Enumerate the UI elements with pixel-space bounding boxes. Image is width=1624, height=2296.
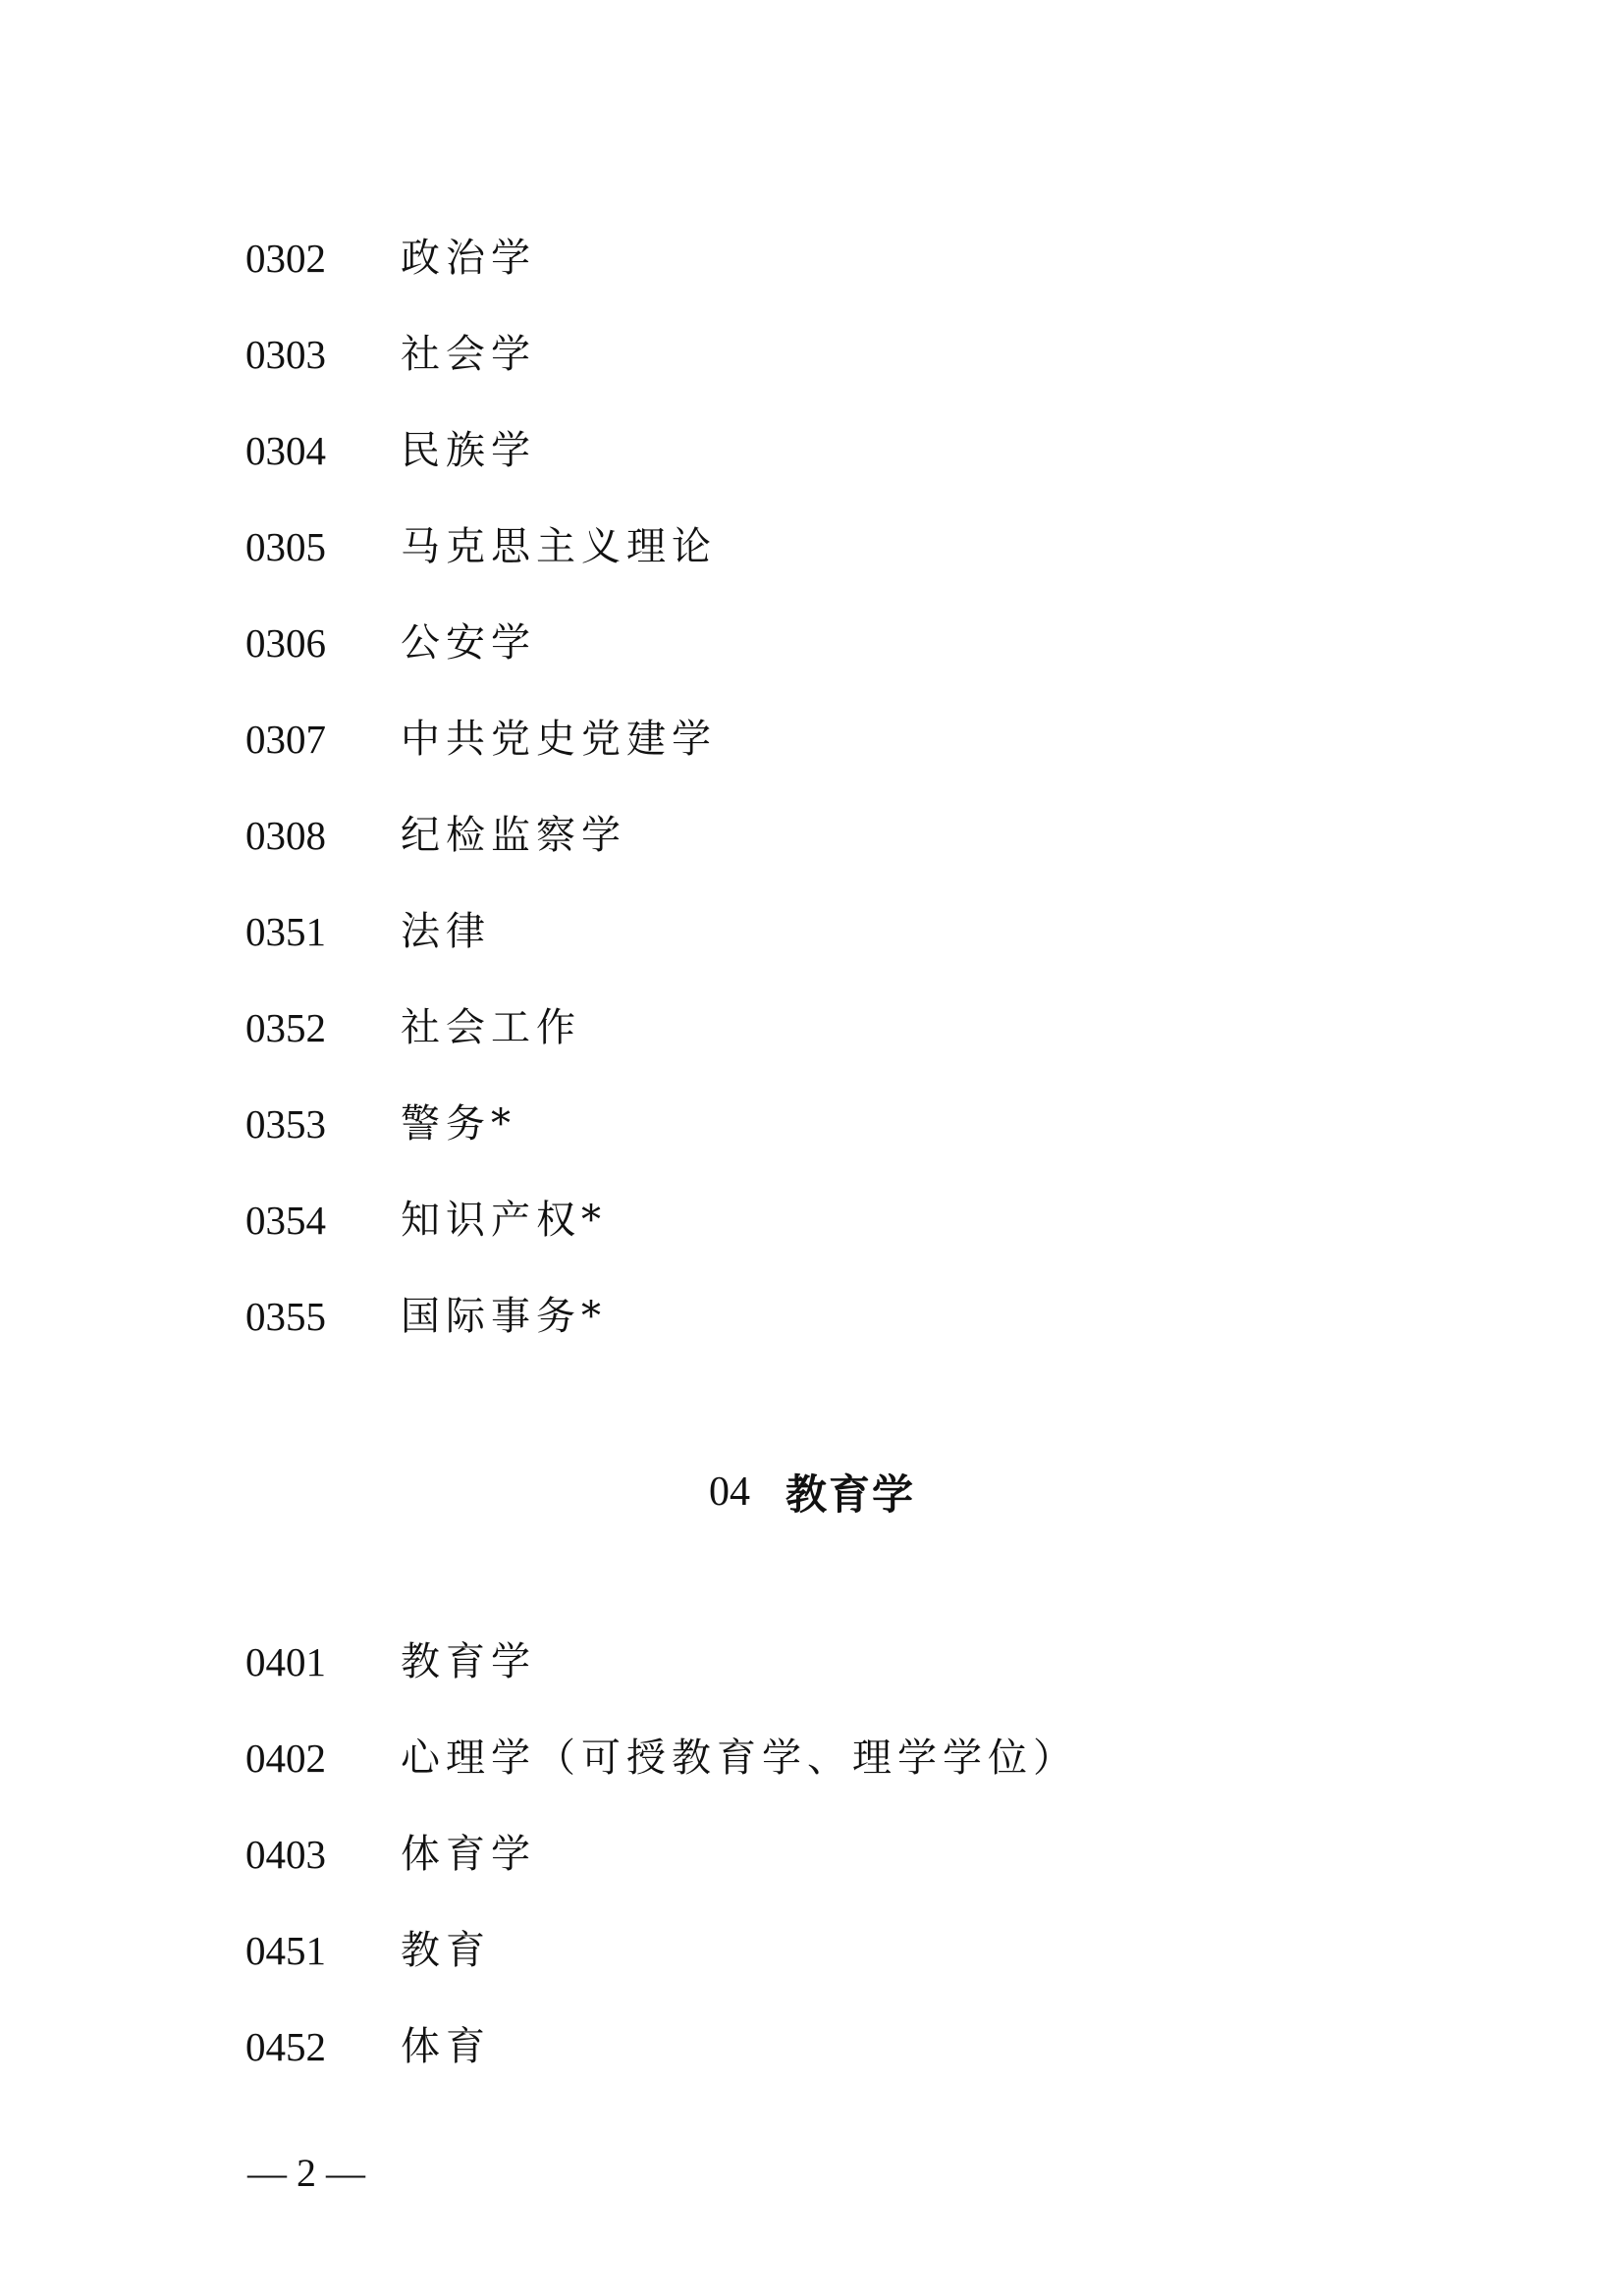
discipline-code: 0401 <box>245 1639 326 1684</box>
discipline-name: 国际事务* <box>401 1294 607 1339</box>
discipline-code: 0303 <box>245 332 326 377</box>
discipline-name: 教育学 <box>401 1639 536 1684</box>
discipline-name: 法律 <box>401 909 491 954</box>
list-item <box>245 1287 1424 1346</box>
discipline-code: 0304 <box>245 428 326 473</box>
discipline-code: 0308 <box>245 813 326 858</box>
discipline-code: 0305 <box>245 524 326 569</box>
list-item <box>245 325 1424 384</box>
discipline-code: 0306 <box>245 620 326 666</box>
discipline-name: 警务* <box>401 1101 516 1147</box>
list-item <box>245 1191 1424 1250</box>
discipline-code: 0452 <box>245 2024 326 2069</box>
list-item <box>245 998 1424 1057</box>
discipline-code: 0302 <box>245 236 326 281</box>
list-item <box>245 517 1424 576</box>
list-item <box>245 1095 1424 1153</box>
list-item <box>245 902 1424 961</box>
list-item <box>245 421 1424 480</box>
discipline-name: 社会学 <box>401 332 536 377</box>
discipline-name: 教育 <box>401 1928 491 1973</box>
section-heading <box>0 1458 1624 1526</box>
list-item <box>245 710 1424 769</box>
discipline-name: 政治学 <box>401 236 536 281</box>
list-item <box>245 229 1424 288</box>
discipline-name: 马克思主义理论 <box>401 524 717 569</box>
list-item <box>245 1825 1424 1884</box>
discipline-code: 0353 <box>245 1101 326 1147</box>
discipline-name: 知识产权* <box>401 1198 607 1243</box>
list-item <box>245 1632 1424 1691</box>
page-number <box>247 2143 365 2202</box>
discipline-code: 0352 <box>245 1005 326 1050</box>
discipline-code: 0307 <box>245 717 326 762</box>
discipline-name: 体育 <box>401 2024 491 2069</box>
list-item <box>245 614 1424 672</box>
discipline-code: 0355 <box>245 1294 326 1339</box>
list-item <box>245 1729 1424 1788</box>
discipline-name: 民族学 <box>401 428 536 473</box>
discipline-name: 公安学 <box>401 620 536 666</box>
discipline-code: 0451 <box>245 1928 326 1973</box>
page-number-text: — 2 — <box>247 2150 365 2195</box>
discipline-code: 0351 <box>245 909 326 954</box>
discipline-code: 0402 <box>245 1735 326 1781</box>
discipline-name: 纪检监察学 <box>401 813 626 858</box>
list-item <box>245 1921 1424 1980</box>
discipline-name: 中共党史党建学 <box>401 717 717 762</box>
discipline-name: 体育学 <box>401 1832 536 1877</box>
list-item <box>245 2017 1424 2076</box>
discipline-name: 社会工作 <box>401 1005 581 1050</box>
discipline-name: 心理学（可授教育学、理学学位） <box>401 1735 1078 1781</box>
section-code: 04 <box>708 1469 750 1515</box>
discipline-code: 0403 <box>245 1832 326 1877</box>
list-item <box>245 806 1424 865</box>
section-title: 教育学 <box>785 1470 915 1519</box>
discipline-code: 0354 <box>245 1198 326 1243</box>
